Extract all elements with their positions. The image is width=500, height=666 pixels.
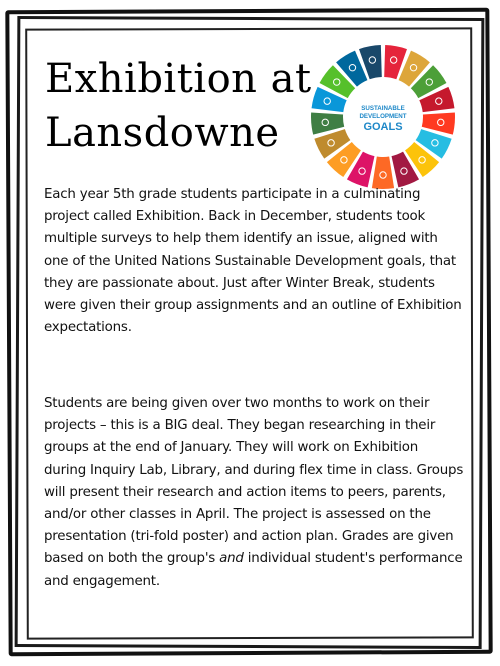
title-line-2: Lansdowne [45, 110, 280, 156]
sdg-wheel-logo [308, 42, 458, 192]
logo-text-line-1: SUSTAINABLE [361, 105, 405, 112]
article-paragraph-2 [44, 393, 464, 593]
paragraph-2-emphasis: and [219, 551, 244, 567]
logo-text-line-3: GOALS [363, 121, 403, 133]
title-line-1: Exhibition at [45, 56, 312, 102]
page-title [45, 52, 325, 160]
logo-text-line-2: DEVELOPMENT [359, 113, 407, 120]
paragraph-2-text: Students are being given over two months to work on their projects – this is a BIG deal. They began researching in their groups at the end of January. They will work on Exhibition during Inquiry Lab, Library, and during flex time in class. Groups will present their research and action items to peers, parents, and/or other classes in April. The project is assessed on the presentation (tri-fold poster) and action plan. Grades are given based on both the group's [44, 396, 464, 567]
article-paragraph-1: Each year 5th grade students participate in a culminating project called Exhibition. Back in December, students took multiple surveys to help them identify an issue, aligned with one of the United Nations Sustainable Development goals, that they are passionate about. Just after Winter Break, students were given their group assignments and an outline of Exhibition expectations. [44, 187, 462, 336]
paragraph-2-ending: individual student's performance and engagement. [44, 551, 463, 589]
